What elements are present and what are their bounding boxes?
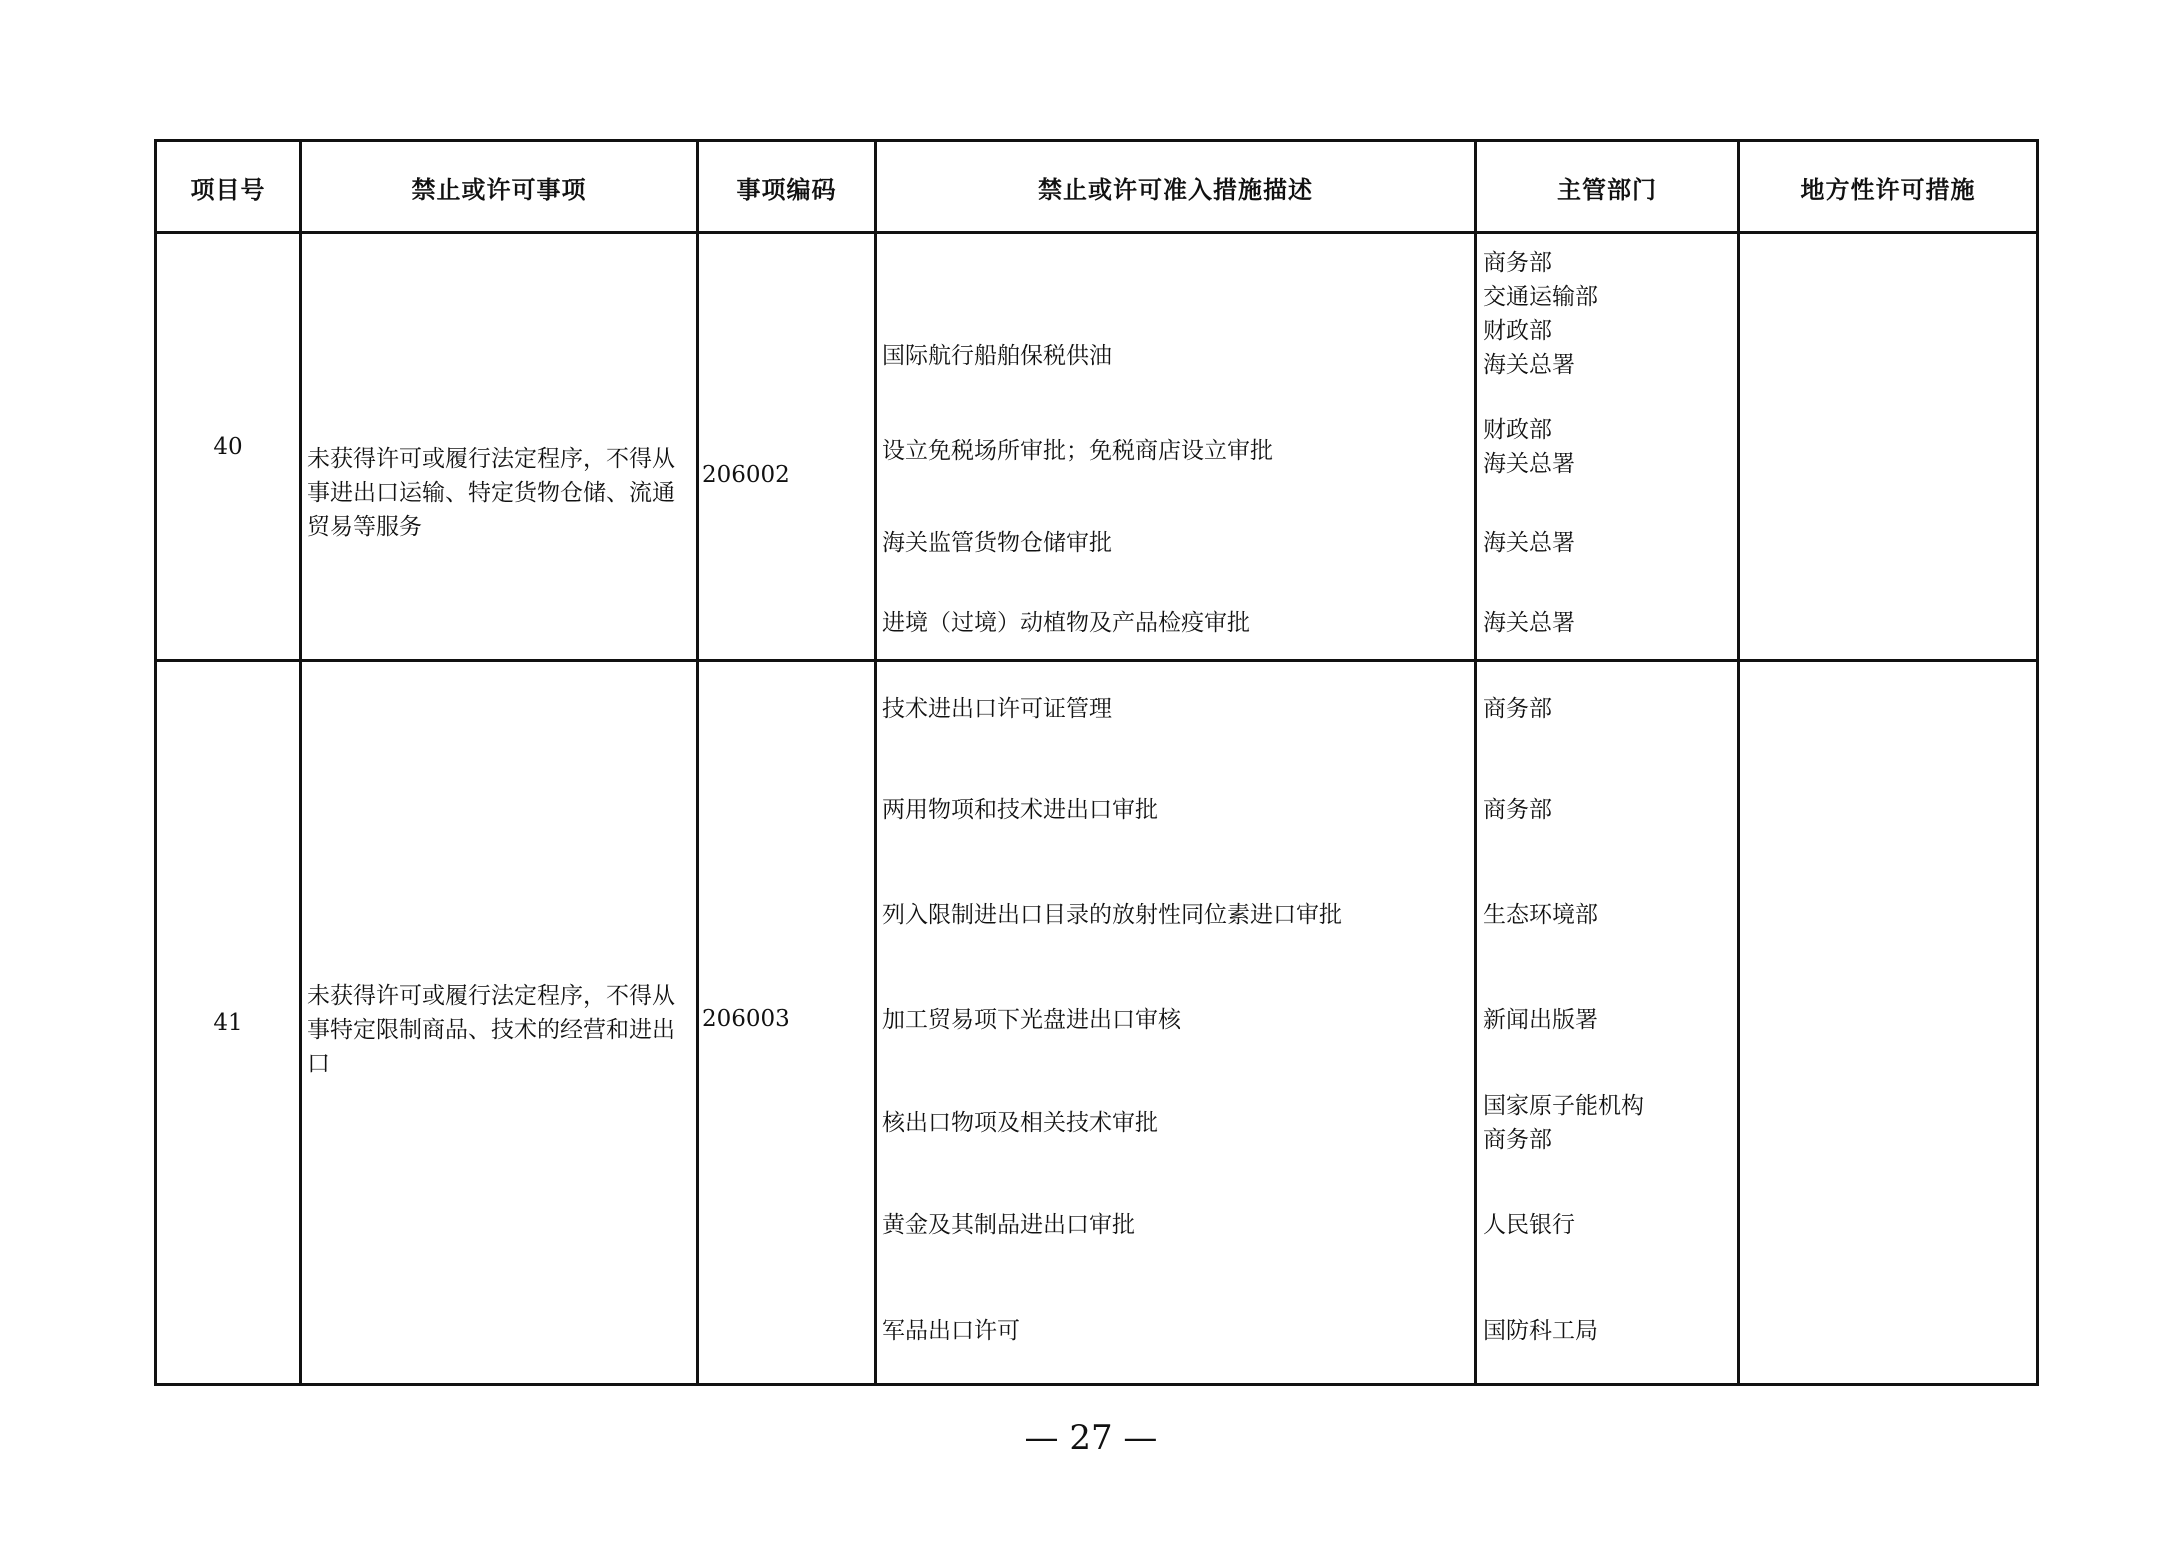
header-local-measure: 地方性许可措施 <box>1800 175 1976 204</box>
dept-name: 国防科工局 <box>1483 1318 1598 1344</box>
dept-name: 商务部 <box>1483 1127 1552 1153</box>
row-divider <box>157 659 2036 662</box>
page-number: — 27 — <box>1024 1418 1158 1458</box>
dept-name: 财政部 <box>1483 417 1552 443</box>
header-item-code: 事项编码 <box>736 175 837 204</box>
row-40-number: 40 <box>213 433 243 460</box>
row-41-dept-7 <box>1483 1314 1733 1348</box>
dept-name: 海关总署 <box>1483 610 1575 636</box>
dept-name: 新闻出版署 <box>1483 1007 1598 1033</box>
dept-name: 海关总署 <box>1483 451 1575 477</box>
row-40-measure-4: 进境（过境）动植物及产品检疫审批 <box>882 610 1250 636</box>
row-40-measure-1: 国际航行船舶保税供油 <box>882 343 1112 369</box>
row-40-code: 206002 <box>702 462 790 488</box>
row-41-number: 41 <box>213 1009 243 1036</box>
dept-name: 海关总署 <box>1483 530 1575 556</box>
header-item-no: 项目号 <box>190 175 266 204</box>
row-41-dept-2 <box>1483 793 1733 827</box>
dept-name: 交通运输部 <box>1483 284 1598 310</box>
row-41-dept-6 <box>1483 1208 1733 1242</box>
row-41-code: 206003 <box>702 1006 790 1032</box>
dept-name: 生态环境部 <box>1483 902 1598 928</box>
row-40-measure-3: 海关监管货物仓储审批 <box>882 530 1112 556</box>
row-41-measure-4: 加工贸易项下光盘进出口审核 <box>882 1007 1181 1033</box>
dept-name: 商务部 <box>1483 250 1552 276</box>
header-permit-item: 禁止或许可事项 <box>411 175 587 204</box>
row-41-dept-3 <box>1483 898 1733 932</box>
dept-name: 商务部 <box>1483 797 1552 823</box>
dept-name: 国家原子能机构 <box>1483 1093 1644 1119</box>
col-divider <box>1474 142 1477 1383</box>
dept-name: 人民银行 <box>1483 1212 1575 1238</box>
permit-table <box>154 139 2039 1386</box>
row-41-dept-4 <box>1483 1003 1733 1037</box>
row-41-measure-6: 黄金及其制品进出口审批 <box>882 1212 1135 1238</box>
row-41-measure-5: 核出口物项及相关技术审批 <box>882 1110 1158 1136</box>
row-41-dept-1 <box>1483 692 1733 726</box>
row-41-measure-7: 军品出口许可 <box>882 1318 1020 1344</box>
dept-name: 财政部 <box>1483 318 1552 344</box>
dept-name: 海关总署 <box>1483 352 1575 378</box>
header-measure-desc: 禁止或许可准入措施描述 <box>1038 175 1313 204</box>
col-divider <box>874 142 877 1383</box>
row-40-measure-2: 设立免税场所审批；免税商店设立审批 <box>882 438 1273 464</box>
col-divider <box>1737 142 1740 1383</box>
row-41-measure-3: 列入限制进出口目录的放射性同位素进口审批 <box>882 902 1342 928</box>
row-40-dept-1 <box>1483 246 1733 382</box>
row-41-measure-2: 两用物项和技术进出口审批 <box>882 797 1158 823</box>
row-40-item: 未获得许可或履行法定程序，不得从事进出口运输、特定货物仓储、流通贸易等服务 <box>307 446 675 540</box>
dept-name: 商务部 <box>1483 696 1552 722</box>
col-divider <box>299 142 302 1383</box>
row-40-dept-2 <box>1483 413 1733 481</box>
row-40-dept-3 <box>1483 526 1733 560</box>
row-40-dept-4 <box>1483 606 1733 640</box>
row-41-measure-1: 技术进出口许可证管理 <box>882 696 1112 722</box>
row-41-dept-5 <box>1483 1089 1733 1157</box>
header-department: 主管部门 <box>1557 175 1657 204</box>
row-41-item: 未获得许可或履行法定程序，不得从事特定限制商品、技术的经营和进出口 <box>307 983 675 1077</box>
col-divider <box>696 142 699 1383</box>
